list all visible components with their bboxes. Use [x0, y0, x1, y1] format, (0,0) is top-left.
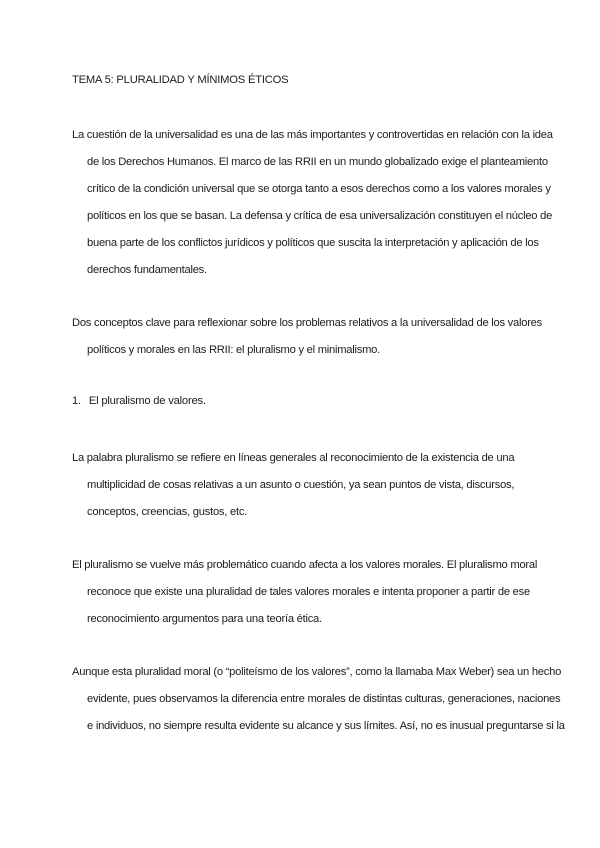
- paragraph-line: crítico de la condición universal que se otorga tanto a esos derechos como a los valores morales y: [87, 183, 551, 195]
- paragraph-line: políticos en los que se basan. La defensa y crítica de esa universalización constituyen el núcleo de: [87, 210, 553, 222]
- paragraph-line: políticos y morales en las RRII: el pluralismo y el minimalismo.: [87, 344, 380, 356]
- paragraph-line: Aunque esta pluralidad moral (o “politeísmo de los valores”, como la llamaba Max Weber) sea un hecho: [72, 666, 562, 678]
- paragraph-line: Dos conceptos clave para reflexionar sobre los problemas relativos a la universalidad de los valores: [72, 317, 542, 329]
- document-title: TEMA 5: PLURALIDAD Y MÍNIMOS ÉTICOS: [72, 74, 289, 86]
- paragraph-line: La palabra pluralismo se refiere en líneas generales al reconocimiento de la existencia de una: [72, 452, 515, 464]
- paragraph-line: de los Derechos Humanos. El marco de las RRII en un mundo globalizado exige el planteamiento: [87, 156, 548, 168]
- paragraph-line: evidente, pues observamos la diferencia entre morales de distintas culturas, generaciones, naciones: [87, 693, 561, 705]
- paragraph-pluralidad-moral: [72, 664, 565, 745]
- paragraph-conceptos-clave: [72, 315, 542, 369]
- paragraph-line: derechos fundamentales.: [87, 264, 207, 276]
- paragraph-line: La cuestión de la universalidad es una de las más importantes y controvertidas en relación con la idea: [72, 129, 553, 141]
- paragraph-line: reconocimiento argumentos para una teoría ética.: [87, 613, 322, 625]
- paragraph-pluralismo-moral: [72, 557, 538, 638]
- paragraph-line: conceptos, creencias, gustos, etc.: [87, 506, 248, 518]
- paragraph-palabra-pluralismo: [72, 450, 532, 531]
- paragraph-line: multiplicidad de cosas relativas a un asunto o cuestión, ya sean puntos de vista, discursos,: [87, 479, 515, 491]
- list-text: El pluralismo de valores.: [88, 395, 206, 407]
- paragraph-line: buena parte de los conflictos jurídicos y políticos que suscita la interpretación y aplicación de los: [87, 237, 539, 249]
- paragraph-line: reconoce que existe una pluralidad de tales valores morales e intenta proponer a partir de ese: [87, 586, 530, 598]
- paragraph-universalidad: [72, 127, 553, 289]
- paragraph-line: e individuos, no siempre resulta evidente su alcance y sus límites. Así, no es inusual preguntarse si la: [87, 720, 565, 732]
- section-heading-pluralismo: [72, 395, 206, 407]
- list-number: 1.: [72, 395, 81, 407]
- paragraph-line: El pluralismo se vuelve más problemático cuando afecta a los valores morales. El pluralismo moral: [72, 559, 538, 571]
